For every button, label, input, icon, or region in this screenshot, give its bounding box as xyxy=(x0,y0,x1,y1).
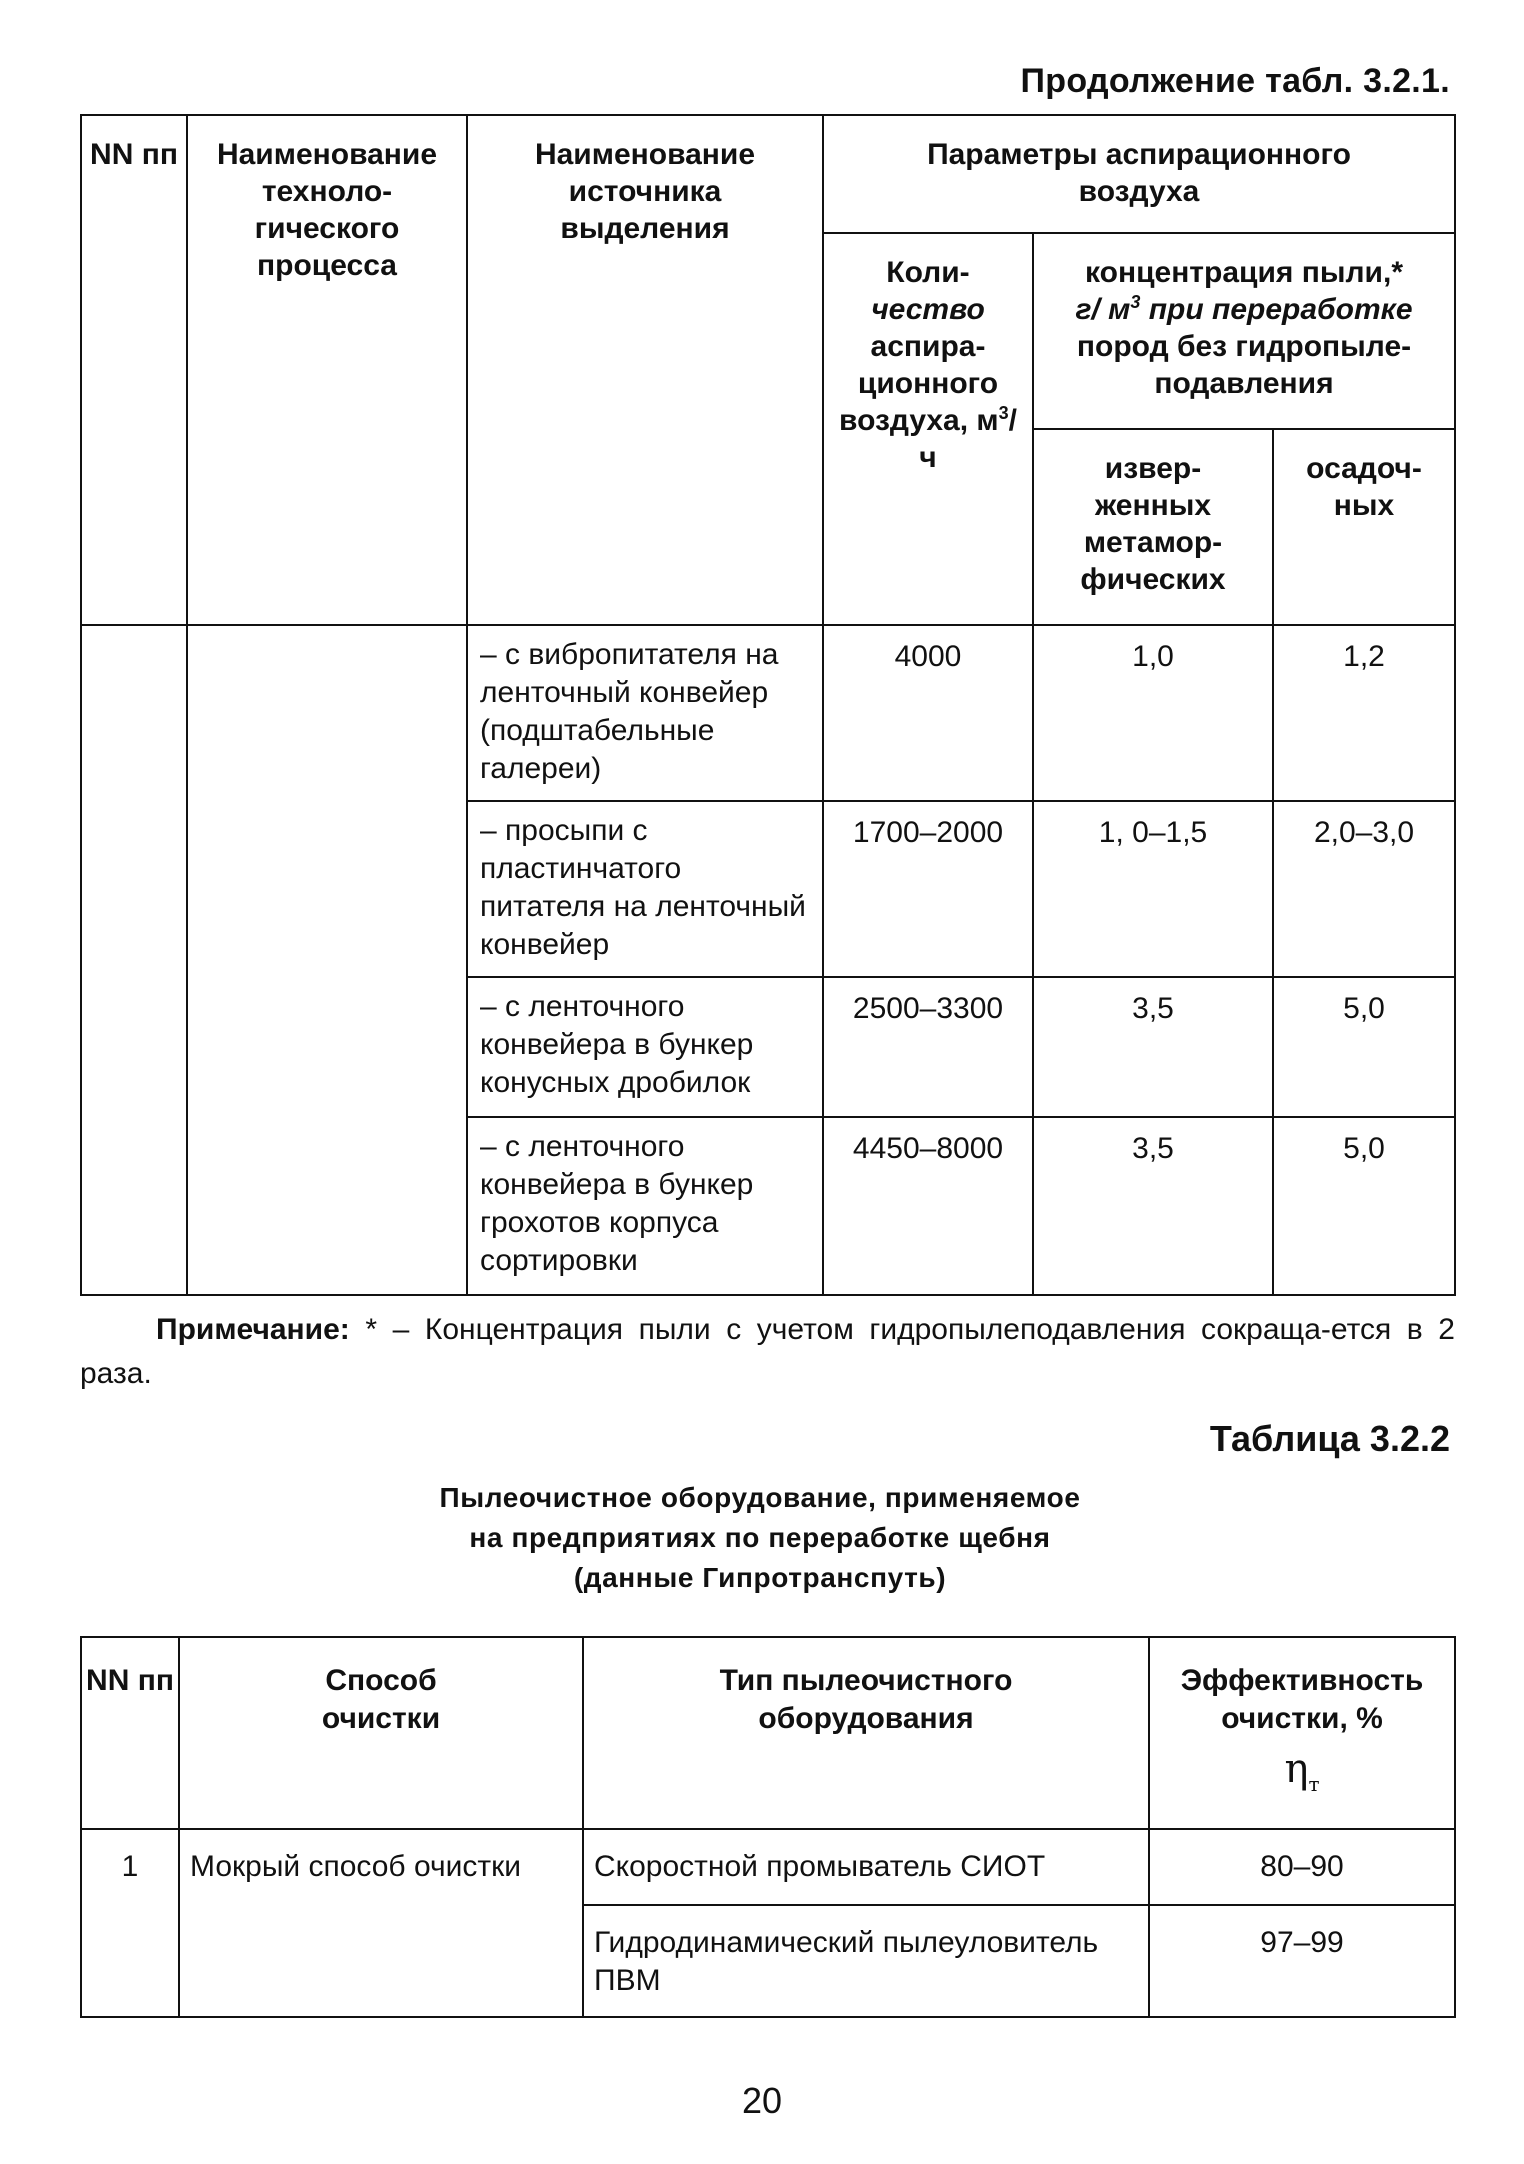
cell-igneous: 3,5 xyxy=(1033,1117,1273,1295)
cell-efficiency: 80–90 xyxy=(1149,1829,1455,1905)
cell-source: – с ленточного конвейера в бункер конусных дробилок xyxy=(467,977,823,1117)
header-method: Способ очистки xyxy=(179,1637,583,1829)
dust-equipment-table xyxy=(80,1636,1456,2018)
cell-method: Мокрый способ очистки xyxy=(179,1829,583,2017)
cell-igneous: 1,0 xyxy=(1033,625,1273,801)
cell-efficiency: 97–99 xyxy=(1149,1905,1455,2017)
cell-sedimentary: 5,0 xyxy=(1273,977,1455,1117)
cell-equipment: Скоростной промыватель СИОТ xyxy=(583,1829,1149,1905)
header-process: Наименование техноло-гического процесса xyxy=(187,115,467,625)
header-concentration: концентрация пыли,* г/ $м^3$ при переработке пород без гидропыле-подавления xyxy=(1033,233,1455,429)
header-nn: NN пп xyxy=(81,1637,179,1829)
cell-source: – просыпи с пластинчатого питателя на ленточный конвейер xyxy=(467,801,823,977)
header-efficiency: Эффективность очистки, % $\eta_т$ xyxy=(1149,1637,1455,1829)
cell-equipment: Гидродинамический пылеуловитель ПВМ xyxy=(583,1905,1149,2017)
cell-igneous: 3,5 xyxy=(1033,977,1273,1117)
header-source: Наименование источника выделения xyxy=(467,115,823,625)
cell-sedimentary: 2,0–3,0 xyxy=(1273,801,1455,977)
cell-quantity: 4450–8000 xyxy=(823,1117,1033,1295)
continuation-label: Продолжение табл. 3.2.1. xyxy=(1020,62,1450,100)
note-label: Примечание: xyxy=(156,1313,350,1346)
cell-quantity: 2500–3300 xyxy=(823,977,1033,1117)
eta-symbol: $\eta_т$ xyxy=(1284,1746,1320,1796)
cell-quantity: 4000 xyxy=(823,625,1033,801)
header-nn: NN пп xyxy=(81,115,187,625)
header-equipment: Тип пылеочистного оборудования xyxy=(583,1637,1149,1829)
cell-source: – с вибропитателя на ленточный конвейер (подштабельные галереи) xyxy=(467,625,823,801)
cell-quantity: 1700–2000 xyxy=(823,801,1033,977)
header-params: Параметры аспирационного воздуха xyxy=(823,115,1455,233)
cell-nn-empty xyxy=(81,625,187,1295)
table-row xyxy=(81,1829,1455,1905)
cell-nn: 1 xyxy=(81,1829,179,2017)
cell-source: – с ленточного конвейера в бункер грохотов корпуса сортировки xyxy=(467,1117,823,1295)
table-note xyxy=(80,1308,1455,1396)
cell-sedimentary: 1,2 xyxy=(1273,625,1455,801)
table2-title: Пылеочистное оборудование, применяемое на предприятиях по переработке щебня (данные Гипротранспуть) xyxy=(439,1482,1081,1593)
table-row xyxy=(81,625,1455,801)
note-text: * – Концентрация пыли с учетом гидропылеподавления сокраща-ется в 2 раза. xyxy=(80,1313,1455,1390)
cell-process-empty xyxy=(187,625,467,1295)
header-quantity: Коли- чество аспира-ционного воздуха, $м^3/ч$ xyxy=(823,233,1033,625)
aspiration-table xyxy=(80,114,1456,1296)
table2-label: Таблица 3.2.2 xyxy=(1209,1418,1450,1459)
header-igneous: извер-женных метамор-фических xyxy=(1033,429,1273,625)
cell-sedimentary: 5,0 xyxy=(1273,1117,1455,1295)
cell-igneous: 1, 0–1,5 xyxy=(1033,801,1273,977)
page-number: 20 xyxy=(741,2080,783,2121)
header-sedimentary: осадоч-ных xyxy=(1273,429,1455,625)
